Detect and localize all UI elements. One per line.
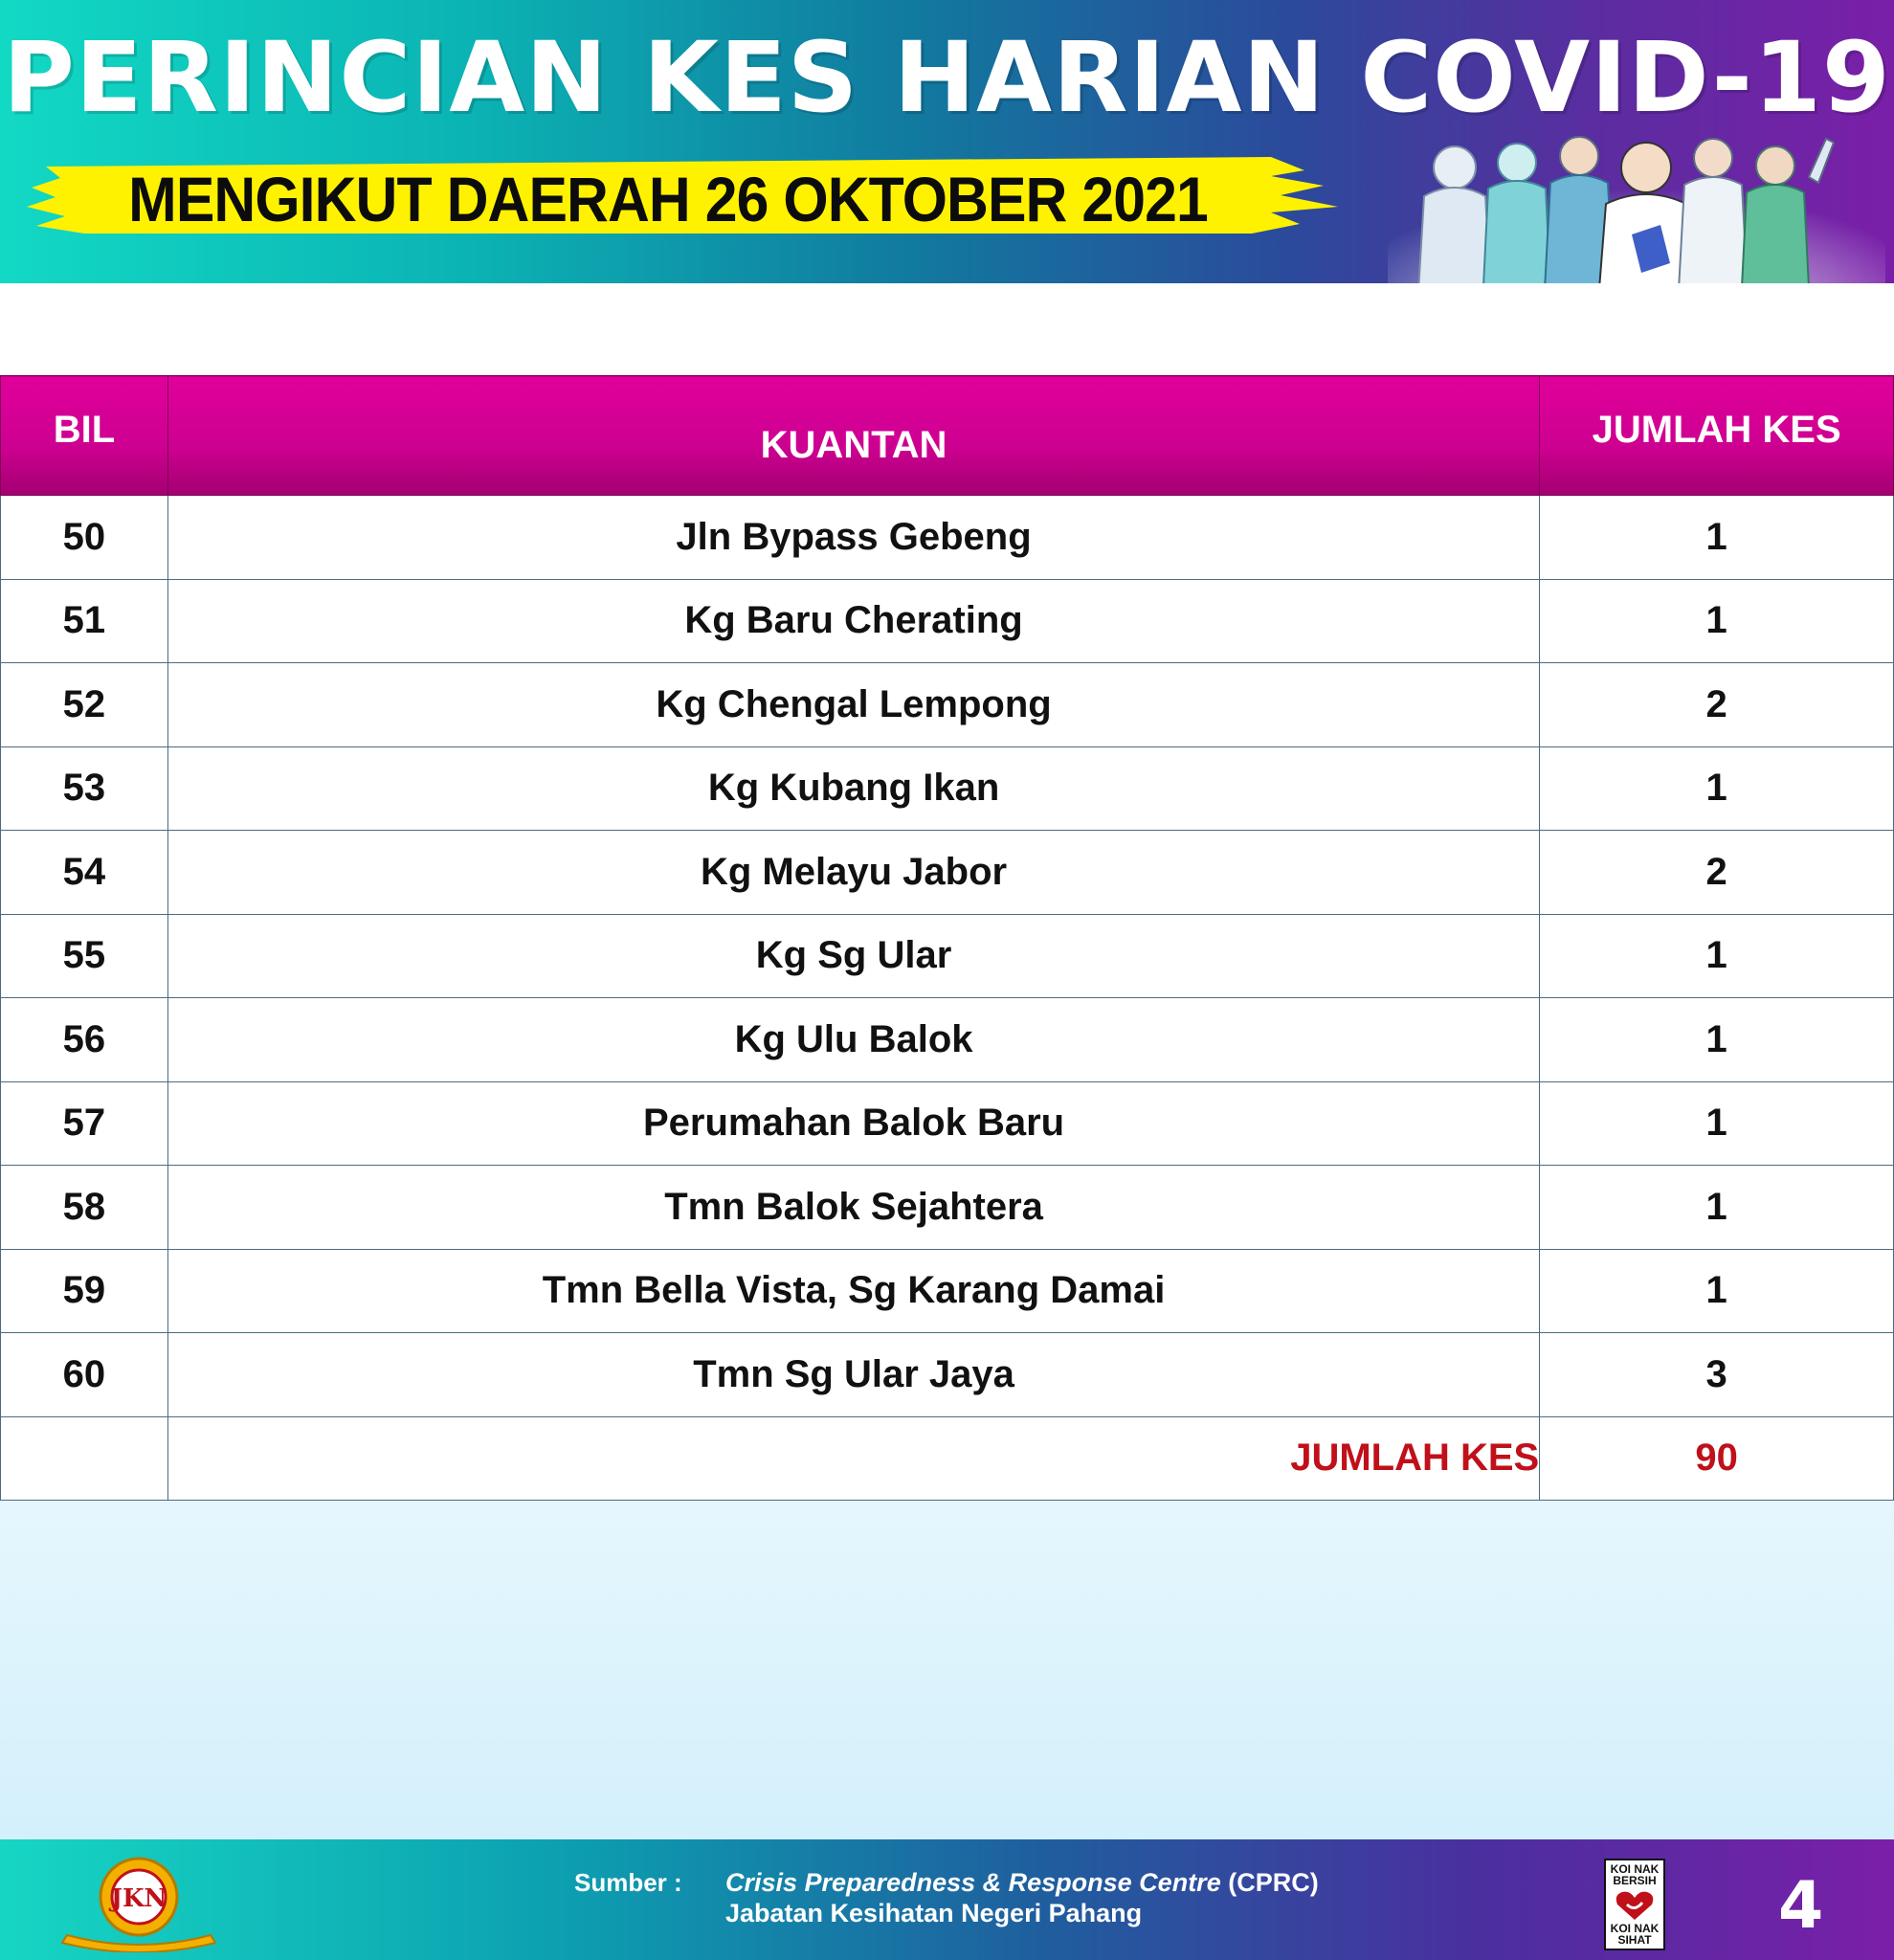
row-count: 1 <box>1540 1166 1894 1250</box>
table-row <box>1 831 1894 915</box>
row-location: Jln Bypass Gebeng <box>167 496 1539 580</box>
page-title: PERINCIAN KES HARIAN COVID-19 <box>3 21 1891 135</box>
table-row <box>1 579 1894 663</box>
total-value: 90 <box>1540 1416 1894 1501</box>
page-number: 4 <box>1778 1868 1824 1944</box>
table-row <box>1 998 1894 1082</box>
total-row <box>1 1416 1894 1501</box>
row-count: 2 <box>1540 831 1894 915</box>
header-count: JUMLAH KES <box>1540 376 1894 496</box>
row-bil: 58 <box>1 1166 168 1250</box>
row-location: Tmn Sg Ular Jaya <box>167 1333 1539 1417</box>
table-row <box>1 1333 1894 1417</box>
row-count: 1 <box>1540 914 1894 998</box>
row-location: Kg Melayu Jabor <box>167 831 1539 915</box>
total-label: JUMLAH KES <box>167 1416 1539 1501</box>
row-location: Kg Ulu Balok <box>167 998 1539 1082</box>
row-bil: 55 <box>1 914 168 998</box>
row-count: 3 <box>1540 1333 1894 1417</box>
table-row <box>1 496 1894 580</box>
row-location: Kg Sg Ular <box>167 914 1539 998</box>
header-location: KUANTAN <box>167 376 1539 496</box>
row-count: 1 <box>1540 746 1894 831</box>
footer-bar <box>0 1839 1894 1960</box>
row-count: 1 <box>1540 998 1894 1082</box>
table-row <box>1 746 1894 831</box>
row-bil: 50 <box>1 496 168 580</box>
source-org: Crisis Preparedness & Response Centre <box>725 1868 1221 1897</box>
koi-nak-sihat-badge <box>1604 1859 1665 1950</box>
header-banner <box>0 0 1894 283</box>
row-count: 1 <box>1540 579 1894 663</box>
header-spacer <box>0 283 1894 375</box>
table-header-row <box>1 376 1894 496</box>
heart-icon <box>1614 1889 1656 1922</box>
source-label: Sumber : <box>574 1868 682 1897</box>
jkn-logo-text: JKN <box>110 1884 167 1913</box>
row-count: 1 <box>1540 496 1894 580</box>
subtitle-text: MENGIKUT DAERAH 26 OKTOBER 2021 <box>128 164 1208 234</box>
table-row <box>1 1249 1894 1333</box>
table-row <box>1 663 1894 747</box>
row-location: Tmn Balok Sejahtera <box>167 1166 1539 1250</box>
row-location: Perumahan Balok Baru <box>167 1081 1539 1166</box>
row-bil: 51 <box>1 579 168 663</box>
row-count: 1 <box>1540 1081 1894 1166</box>
row-bil: 59 <box>1 1249 168 1333</box>
row-location: Kg Chengal Lempong <box>167 663 1539 747</box>
table-row <box>1 1166 1894 1250</box>
cases-table <box>0 375 1894 1501</box>
header-bil: BIL <box>1 376 168 496</box>
jkn-logo <box>57 1847 220 1952</box>
row-bil: 57 <box>1 1081 168 1166</box>
badge-top-text: KOI NAK BERSIH <box>1610 1862 1660 1887</box>
row-bil: 52 <box>1 663 168 747</box>
row-bil: 60 <box>1 1333 168 1417</box>
row-bil: 53 <box>1 746 168 831</box>
row-count: 1 <box>1540 1249 1894 1333</box>
table-row <box>1 914 1894 998</box>
row-location: Tmn Bella Vista, Sg Karang Damai <box>167 1249 1539 1333</box>
total-empty-cell <box>1 1416 168 1501</box>
subtitle-banner <box>27 153 1348 237</box>
row-bil: 56 <box>1 998 168 1082</box>
source-org-abbr: (CPRC) <box>1228 1868 1319 1897</box>
table-row <box>1 1081 1894 1166</box>
row-count: 2 <box>1540 663 1894 747</box>
badge-bottom-text: KOI NAK SIHAT <box>1610 1922 1660 1947</box>
row-location: Kg Baru Cherating <box>167 579 1539 663</box>
row-bil: 54 <box>1 831 168 915</box>
source-line-2: Jabatan Kesihatan Negeri Pahang <box>725 1899 1143 1927</box>
source-line-1 <box>725 1868 1319 1898</box>
row-location: Kg Kubang Ikan <box>167 746 1539 831</box>
